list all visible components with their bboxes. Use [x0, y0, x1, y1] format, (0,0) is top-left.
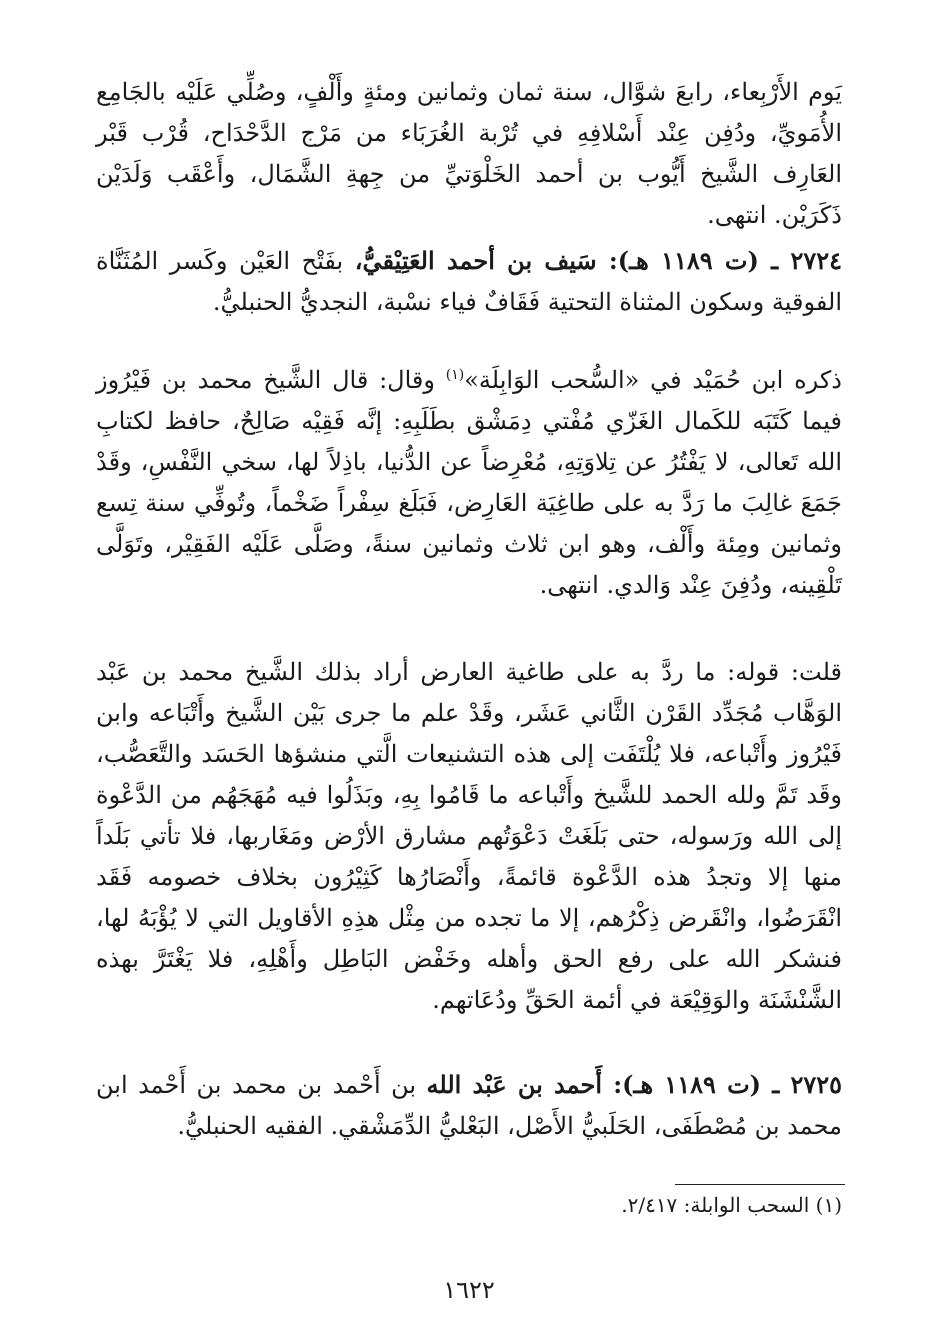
paragraph-commentary [96, 652, 842, 1021]
footnote-text: السحب الوابلة: ٢/٤١٧. [621, 1193, 810, 1217]
paragraph-continuation [96, 72, 842, 236]
page-number: ١٦٢٢ [443, 1276, 495, 1304]
entry-heading: ٢٧٢٥ ـ (ت ١١٨٩ هـ): أَحمد بن عَبْد الله [426, 1070, 843, 1099]
footnote-reference[interactable]: (١) [445, 367, 465, 383]
entry-2725 [96, 1064, 842, 1147]
footnote-marker: (١) [815, 1193, 842, 1217]
footnote-divider [675, 1184, 845, 1185]
footnote [96, 1188, 842, 1222]
entry-body: بفَتْح العَيْن وكَسر المُثَنَّاة الفوقية وسكون المثناة التحتية فَقَافٌ فياء نسْبة، النجديُّ الحنبليُّ. [96, 247, 842, 316]
entry-body: بن أَحْمد بن محمد بن أَحْمد ابن محمد بن مُصْطَفَى، الحَلَبيُّ الأَصْل، البَعْليُّ الدِّمَشْقي. الفقيه الحنبليُّ. [96, 1071, 842, 1140]
paragraph-text: قلت: قوله: ما ردَّ به على طاغية العارض أراد بذلك الشَّيخ محمد بن عَبْد الوَهَّاب مُجَدِّد القَرْن الثَّاني عَشَر، وقَدْ علم ما جرى بَيْن الشَّيخ وأَتْبَاعه وابن فَيْرُوز وأَتْباعه، فلا يُلْتَفَت إلى هذه التشنيعات الَّتي منشؤها الحَسَد والتَّعَصُّب، وقَد تَمَّ ولله الحمد للشَّيخ وأَتْباعه ما قَامُوا بِهِ، وبَذَلُوا فيه مُهَجَهُم من الدَّعْوة إلى الله ورَسوله، حتى بَلَغَتْ دَعْوَتُهم مشارق الأرْض ومَغَاربها، فلا تأتي بَلَداً منها إلا وتجدُ هذه الدَّعْوة قائمةً، وأَنْصَارُها كَثِيْرُون بخلاف خصومه فَقَد انْقَرَضُوا، وانْقَرض ذِكْرُهم، إلا ما تجده من مِثْل هذِهِ الأقاويل التي لا يُؤْبَهُ لها، فنشكر الله على رفع الحق وأهله وخَفْض البَاطِل وأَهْلِهِ، فلا يَغْتَرَّ بهذه الشَّنْشَنَة والوَقِيْعَة في أئمة الحَقِّ ودُعَاتهم. [96, 658, 843, 1014]
paragraph-text: يَوم الأَرْبِعاء، رابعَ شوَّال، سنة ثمان وثمانين ومئةٍ وأَلْفٍ، وصُلِّي عَلَيْه بالجَامِع الأُمَويِّ، ودُفِن عِنْد أَسْلافِهِ في تُرْبة الغُرَبَاء من مَرْج الدَّحْدَاح، قُرْب قَبْر العَارِف الشَّيخ أَيُّوب بن أحمد الخَلْوَتيِّ من جِهةِ الشَّمَال، وأَعْقَب وَلَدَيْن ذَكَرَيْن. انتهى. [96, 78, 843, 229]
entry-heading: ٢٧٢٤ ـ (ت ١١٨٩ هـ): سَيف بن أحمد العَتِيْقيُّ، [354, 246, 842, 275]
paragraph-quotation [96, 360, 842, 606]
paragraph-text-start: ذكره ابن حُمَيْد في «السُّحب الوَابِلَة» [464, 366, 842, 394]
paragraph-text-rest: وقال: قال الشَّيخ محمد بن فَيْرُوز فيما كَتَبَه للكَمال الغَزّي مُفْتي دِمَشْق بطَلَبِهِ: إنَّه فَقِيْه صَالِحٌ، حافظ لكتابِ الله تَعالى، لا يَفْتُرُ عن تِلاوَتِهِ، مُعْرِضاً عن الدُّنيا، باذِلاً لها، سخي النَّفْسِ، وقَدْ جَمَعَ غالِبَ ما رَدَّ به على طاغِيَة العَارِض، فَبَلَغ سِفْراً ضَخْماً، وتُوفِّي سنة تِسع وثمانين ومِئة وأَلْف، وهو ابن ثلاث وثمانين سنةً، وصَلَّى عَلَيْه الفَقِيْر، وتَوَلَّى تَلْقِينه، ودُفِنَ عِنْد وَالدي. انتهى. [96, 366, 842, 599]
entry-2724 [96, 240, 842, 323]
